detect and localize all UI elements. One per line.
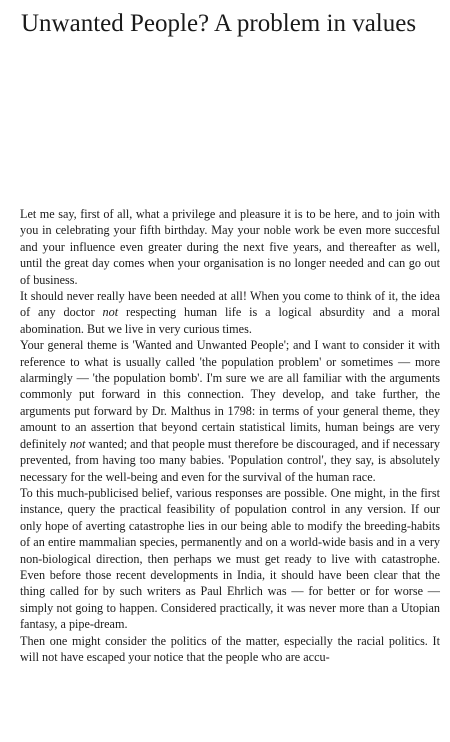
page-title: Unwanted People? A problem in values [21, 10, 417, 37]
text-run: Your general theme is 'Wanted and Unwanted People'; and I want to consider it with reference to what is usually called 'the population problem' or sometimes — more alarmingly — 'the population bomb'. I'm sure we are all familiar with the arguments commonly put forward in this connection. They develop, and take further, the arguments put forward by Dr. Malthus in 1798: in terms of your general theme, they amount to an assertion that beyond certain statistical limits, human beings are very definitely [20, 338, 440, 451]
text-run: Let me say, first of all, what a privilege and pleasure it is to be here, and to join with you in celebrating your fifth birthday. May your noble work be even more succesful and your influence even greater during the next five years, and thereafter as well, until the great day comes when your organisation is no longer needed and can go out of business. [20, 207, 440, 287]
emphasis-not: not [69, 436, 86, 451]
paragraph-4 [20, 485, 440, 633]
text-run: Then one might consider the politics of the matter, especially the racial politics. It will not have escaped your notice that the people who are accu- [20, 633, 440, 664]
text-run: respecting human life is a logical absurdity and a moral abomination. But we live in very curious times. [20, 305, 440, 336]
paragraph-5 [20, 633, 440, 666]
text-run: wanted; and that people must therefore be discouraged, and if necessary prevented, from having too many babies. 'Population control', they say, is absolutely necessary for the well-being and even for the survival of the human race. [20, 436, 440, 484]
emphasis-not: not [102, 305, 119, 320]
text-run: It should never really have been needed at all! When you come to think of it, the idea of any doctor [20, 289, 440, 320]
paragraph-3 [20, 337, 440, 485]
paragraph-1 [20, 206, 440, 288]
article-body [20, 206, 440, 665]
text-run: To this much-publicised belief, various responses are possible. One might, in the first instance, query the practical feasibility of population control in any version. If our only hope of averting catastrophe lies in our being able to modify the breeding-habits of an entire mammalian species, permanently and on a world-wide basis and in a very non-biological direction, then perhaps we must get ready to live with catastrophe. Even before those recent developments in India, it should have been clear that the thing called for by such writers as Paul Ehrlich was — for better or for worse — simply not going to happen. Considered practically, it was never more than a Utopian fantasy, a pipe-dream. [20, 485, 440, 632]
paragraph-2 [20, 288, 440, 337]
